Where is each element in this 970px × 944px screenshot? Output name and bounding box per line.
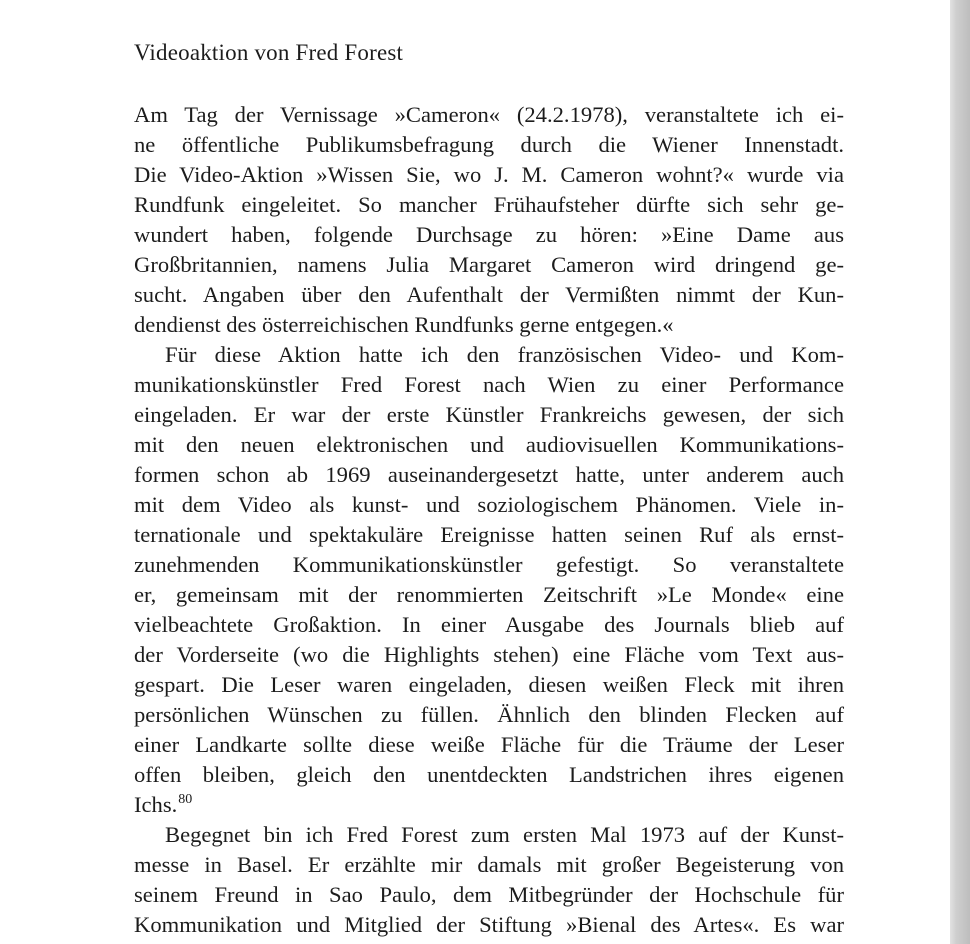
text-line: seinem Freund in Sao Paulo, dem Mitbegründer der Hochschule für: [134, 882, 844, 907]
text-line: ternationale und spektakuläre Ereignisse hatten seinen Ruf als ernst-: [134, 522, 844, 547]
footnote-marker[interactable]: 80: [178, 792, 193, 807]
text-line: munikationskünstler Fred Forest nach Wien zu einer Performance: [134, 372, 844, 397]
text-line: vielbeachtete Großaktion. In einer Ausgabe des Journals blieb auf: [134, 612, 844, 637]
text-line: der Vorderseite (wo die Highlights stehen) eine Fläche vom Text aus-: [134, 642, 844, 667]
page-edge-shadow: [950, 0, 970, 944]
text-line: sucht. Angaben über den Aufenthalt der Vermißten nimmt der Kun-: [134, 282, 844, 307]
text-line: zunehmenden Kommunikationskünstler gefestigt. So veranstaltete: [134, 552, 844, 577]
text-line: er, gemeinsam mit der renommierten Zeitschrift »Le Monde« eine: [134, 582, 844, 607]
text-line: Am Tag der Vernissage »Cameron« (24.2.1978), veranstaltete ich ei-: [134, 102, 844, 127]
text-line: Kommunikation und Mitglied der Stiftung »Bienal des Artes«. Es war: [134, 912, 844, 937]
text-line: offen bleiben, gleich den unentdeckten Landstrichen ihres eigenen: [134, 762, 844, 787]
text-line: dendienst des österreichischen Rundfunks gerne entgegen.«: [134, 312, 674, 337]
text-line: gespart. Die Leser waren eingeladen, diesen weißen Fleck mit ihren: [134, 672, 844, 697]
paragraph-1: [134, 100, 844, 340]
text-line: eingeladen. Er war der erste Künstler Frankreichs gewesen, der sich: [134, 402, 844, 427]
text-line: messe in Basel. Er erzählte mir damals mit großer Begeisterung von: [134, 852, 844, 877]
text-line: Großbritannien, namens Julia Margaret Cameron wird dringend ge-: [134, 252, 844, 277]
text-line: wundert haben, folgende Durchsage zu hören: »Eine Dame aus: [134, 222, 844, 247]
section-heading: Videoaktion von Fred Forest: [134, 40, 404, 65]
text-line: mit dem Video als kunst- und soziologischem Phänomen. Viele in-: [134, 492, 844, 517]
paragraph-3: [134, 820, 844, 940]
text-line-with-footnote: [134, 790, 844, 820]
text-line: Für diese Aktion hatte ich den französischen Video- und Kom-: [165, 342, 844, 367]
text-line: ne öffentliche Publikumsbefragung durch die Wiener Innenstadt.: [134, 132, 844, 157]
text-line: persönlichen Wünschen zu füllen. Ähnlich den blinden Flecken auf: [134, 702, 844, 727]
paragraph-2: [134, 340, 844, 820]
text-line: mit den neuen elektronischen und audiovisuellen Kommunikations-: [134, 432, 844, 457]
text-fragment: Ichs.: [134, 792, 178, 817]
text-line: Die Video-Aktion »Wissen Sie, wo J. M. Cameron wohnt?« wurde via: [134, 162, 844, 187]
page-content: [134, 38, 844, 940]
text-line: Rundfunk eingeleitet. So mancher Frühaufsteher dürfte sich sehr ge-: [134, 192, 844, 217]
text-line: formen schon ab 1969 auseinandergesetzt hatte, unter anderem auch: [134, 462, 844, 487]
text-line: Begegnet bin ich Fred Forest zum ersten Mal 1973 auf der Kunst-: [165, 822, 844, 847]
text-line: einer Landkarte sollte diese weiße Fläche für die Träume der Leser: [134, 732, 844, 757]
